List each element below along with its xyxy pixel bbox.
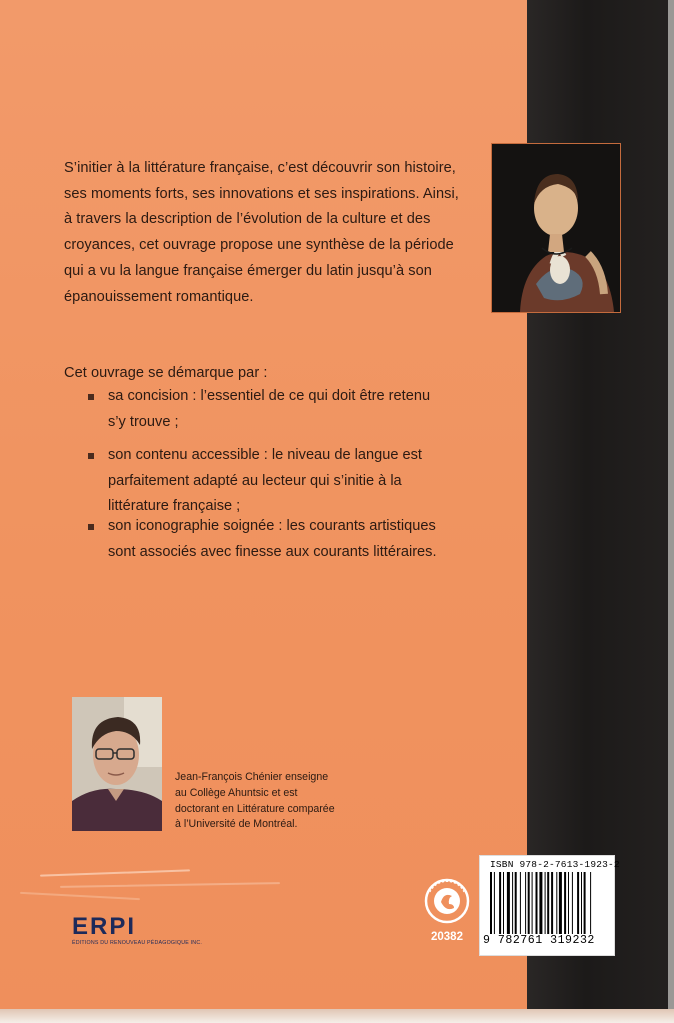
intro-line: épanouissement romantique. (64, 288, 254, 305)
bullet-line: s’y trouve ; (108, 413, 179, 430)
author-bio (175, 770, 335, 833)
isbn-text: ISBN 978-2-7613-1923-2 (490, 859, 620, 870)
intro-paragraph (64, 156, 504, 310)
barcode (479, 855, 620, 956)
intro-line: croyances, cet ouvrage propose une synthèse de la période (64, 237, 454, 254)
bullet-square-icon (88, 524, 94, 530)
cover-bottom-edge (0, 1009, 674, 1023)
bullet-line: sa concision : l’essentiel de ce qui doit être retenu (108, 388, 431, 404)
author-bio-line: au Collège Ahuntsic et est (175, 786, 298, 799)
intro-line: qui a vu la langue française émerger du latin jusqu’à son (64, 262, 432, 279)
bullet-line: son iconographie soignée : les courants artistiques (108, 518, 436, 534)
author-bio-line: doctorant en Littérature comparée (175, 802, 335, 815)
barcode-bars (490, 872, 608, 934)
intro-line: S’initier à la littérature française, c’est découvrir son histoire, (64, 160, 456, 176)
bullet-line: parfaitement adapté au lecteur qui s’initie à la (108, 472, 402, 489)
publisher-logo-mark: ERPI (72, 913, 137, 940)
publisher-tagline: ÉDITIONS DU RENOUVEAU PÉDAGOGIQUE INC. (72, 940, 203, 946)
features-lead: Cet ouvrage se démarque par : (64, 365, 268, 381)
certification-seal-icon (424, 878, 470, 924)
bullet-square-icon (88, 394, 94, 400)
feature-bullet (88, 514, 437, 565)
feature-bullet (88, 384, 430, 435)
author-bio-line: à l’Université de Montréal. (175, 818, 298, 831)
cover-right-edge (668, 0, 674, 1023)
certification-seal (424, 878, 470, 948)
cover-crease (40, 869, 190, 876)
cover-crease (60, 882, 280, 888)
bullet-square-icon (88, 453, 94, 459)
bullet-line: son contenu accessible : le niveau de langue est (108, 447, 422, 463)
intro-line: à travers la description de l’évolution de la culture et des (64, 211, 431, 228)
intro-line: ses moments forts, ses innovations et ses inspirations. Ainsi, (64, 185, 459, 202)
bullet-line: littérature française ; (108, 498, 241, 515)
cover-crease (20, 892, 140, 900)
publisher-logo (72, 913, 203, 954)
portrait-painting (491, 143, 621, 313)
author-bio-line: Jean-François Chénier enseigne (175, 771, 329, 783)
author-photo (72, 697, 162, 831)
bullet-line: sont associés avec finesse aux courants littéraires. (108, 543, 437, 560)
feature-bullet (88, 443, 422, 520)
ean-digits: 9 782761 319232 (483, 934, 595, 947)
seal-code: 20382 (431, 931, 463, 943)
